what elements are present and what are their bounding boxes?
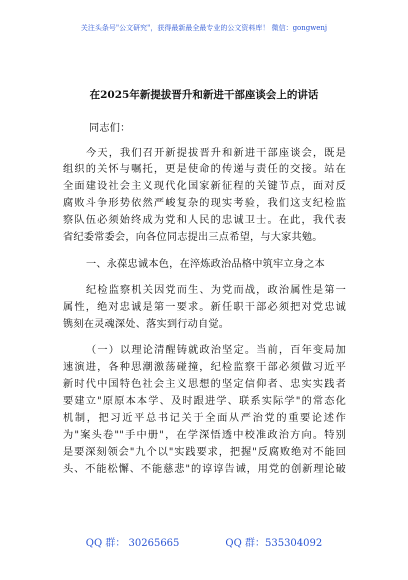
header-banner: 关注头条号"公文研究"，获得最新最全最专业的公文资料库！ 微信：gongwenj [80, 24, 328, 32]
footer-qq-group-2: QQ 群：535304092 [225, 538, 323, 549]
body-line: 今天，我们召开新提拔晋升和新进干部座谈会，既是 [86, 148, 346, 159]
body-line: 省纪委常委会，向各位同志提出三点希望，与大家共勉。 [63, 232, 323, 243]
body-line: 要建立"原原本本学、及时跟进学、联系实际学"的常态化 [63, 396, 346, 407]
footer-banner [0, 537, 408, 550]
body-line: 为"案头卷""手中册"，在学深悟透中校准政治方向。特别 [63, 430, 346, 441]
body-line: 头、不能松懈、不能慈悲"的谆谆告诫，用党的创新理论破 [63, 464, 346, 475]
body-line: 全面建设社会主义现代化国家新征程的关键节点，面对反 [63, 181, 346, 192]
body-line: 镌刻在灵魂深处、落实到行动自觉。 [63, 319, 230, 330]
salutation: 同志们： [89, 123, 131, 134]
body-line: 机制，把习近平总书记关于全面从严治党的重要论述作 [63, 413, 346, 424]
body-line: 新时代中国特色社会主义思想的坚定信仰者、忠实实践者 [63, 379, 346, 390]
body-line: 察队伍必须始终成为党和人民的忠诚卫士。在此，我代表 [63, 215, 346, 226]
body-line: 组织的关怀与嘱托，更是使命的传递与责任的交接。站在 [63, 164, 346, 175]
body-line: 纪检监察机关因党而生、为党而战，政治属性是第一 [86, 285, 346, 296]
body-line: 速演进，各种思潮激荡碰撞，纪检监察干部必须做习近平 [63, 362, 346, 373]
section-heading: 一、永葆忠诚本色，在淬炼政治品格中筑牢立身之本 [86, 259, 325, 270]
body-line: 腐败斗争形势依然严峻复杂的现实考验，我们这支纪检监 [63, 198, 346, 209]
document-title: 在2025年新提拔晋升和新进干部座谈会上的讲话 [89, 89, 319, 101]
footer-qq-group-1: QQ 群： 30265665 [85, 538, 180, 549]
subsection-heading: （一）以理论清醒铸就政治坚定。当前，百年变局加 [86, 345, 346, 356]
body-line: 是要深刻领会"九个以"实践要求，把握"反腐败绝对不能回 [63, 447, 346, 458]
body-line: 属性，绝对忠诚是第一要求。新任职干部必须把对党忠诚 [63, 302, 346, 313]
